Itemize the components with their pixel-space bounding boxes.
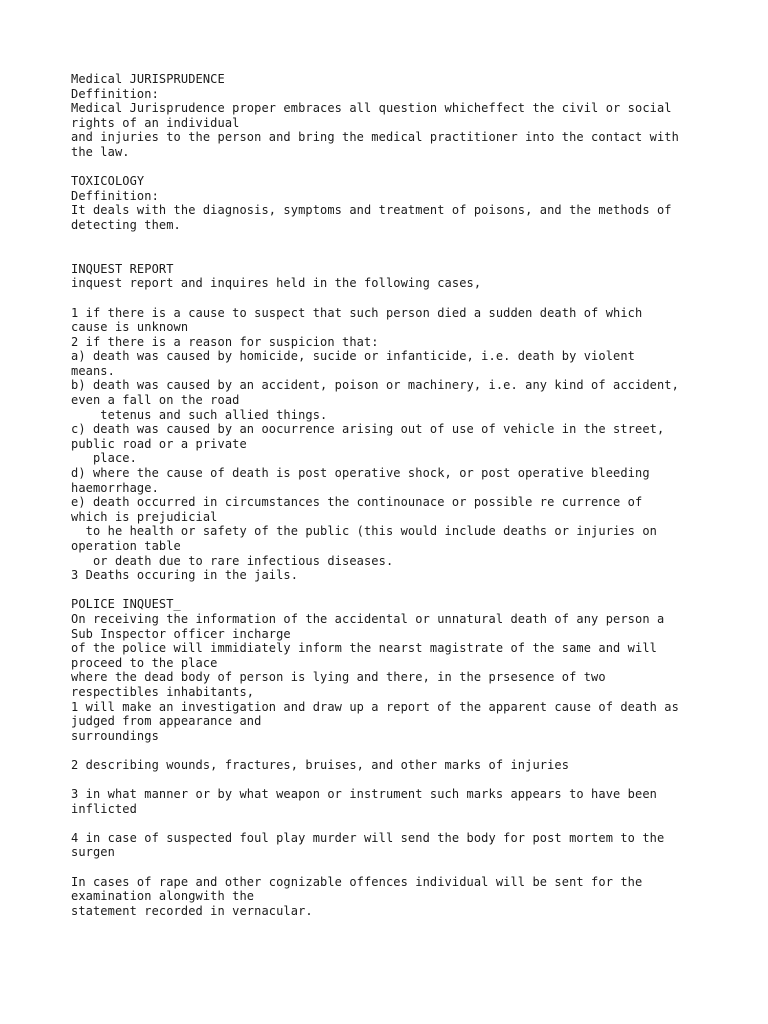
document-text [71, 72, 731, 918]
text-line: detecting them. [71, 217, 181, 232]
text-line: INQUEST REPORT [71, 261, 174, 276]
text-line: surroundings [71, 728, 159, 743]
text-line [71, 743, 731, 758]
text-line: Medical JURISPRUDENCE [71, 72, 225, 86]
text-line: It deals with the diagnosis, symptoms and treatment of poisons, and the methods of [71, 203, 672, 218]
text-line: Deffinition: [71, 86, 159, 101]
text-line: c) death was caused by an oocurrence arising out of use of vehicle in the street, [71, 422, 665, 437]
text-line [71, 160, 731, 175]
text-line [71, 247, 731, 262]
text-line: judged from appearance and [71, 714, 262, 729]
text-line: even a fall on the road [71, 393, 240, 408]
text-line: d) where the cause of death is post operative shock, or post operative bleeding [71, 466, 650, 481]
text-line: 3 Deaths occuring in the jails. [71, 568, 299, 583]
text-line: TOXICOLOGY [71, 174, 145, 189]
text-line: cause is unknown [71, 320, 189, 335]
text-line [71, 773, 731, 788]
text-line: of the police will immidiately inform the nearst magistrate of the same and will [71, 641, 657, 656]
text-line: Medical Jurisprudence proper embraces all question whicheffect the civil or social [71, 101, 672, 116]
text-line: examination alongwith the [71, 889, 255, 904]
text-line: Deffinition: [71, 188, 159, 203]
text-line [71, 583, 731, 598]
text-line: haemorrhage. [71, 480, 159, 495]
text-line: inquest report and inquires held in the following cases, [71, 276, 482, 291]
text-line: to he health or safety of the public (this would include deaths or injuries on [71, 524, 657, 539]
text-line: respectibles inhabitants, [71, 684, 255, 699]
text-line: surgen [71, 845, 115, 860]
text-line: statement recorded in vernacular. [71, 903, 313, 918]
text-line: On receiving the information of the accidental or unnatural death of any person a [71, 611, 665, 626]
text-line [71, 233, 731, 248]
text-line: a) death was caused by homicide, sucide or infanticide, i.e. death by violent [71, 349, 635, 364]
text-line: POLICE INQUEST_ [71, 597, 181, 612]
text-line: rights of an individual [71, 115, 240, 130]
text-line: 3 in what manner or by what weapon or instrument such marks appears to have been [71, 787, 657, 802]
text-line: e) death occurred in circumstances the continounace or possible re currence of [71, 495, 643, 510]
text-line: place. [71, 451, 137, 466]
text-line: public road or a private [71, 436, 247, 451]
text-line: 1 if there is a cause to suspect that such person died a sudden death of which [71, 305, 643, 320]
text-line: proceed to the place [71, 655, 218, 670]
text-line: b) death was caused by an accident, poison or machinery, i.e. any kind of accident, [71, 378, 679, 393]
text-line: 4 in case of suspected foul play murder will send the body for post mortem to the [71, 830, 665, 845]
text-line: or death due to rare infectious diseases. [71, 553, 394, 568]
text-line: tetenus and such allied things. [71, 407, 328, 422]
text-line: inflicted [71, 801, 137, 816]
text-line: In cases of rape and other cognizable offences individual will be sent for the [71, 874, 643, 889]
text-line: 2 if there is a reason for suspicion that: [71, 334, 379, 349]
text-line: 2 describing wounds, fractures, bruises, and other marks of injuries [71, 757, 570, 772]
text-line [71, 291, 731, 306]
text-line: means. [71, 363, 115, 378]
text-line: which is prejudicial [71, 509, 218, 524]
text-line: operation table [71, 539, 181, 553]
text-line: and injuries to the person and bring the medical practitioner into the contact with [71, 130, 679, 145]
text-line [71, 860, 731, 875]
text-line [71, 816, 731, 831]
text-line: the law. [71, 144, 130, 159]
text-line: where the dead body of person is lying and there, in the prsesence of two [71, 670, 606, 685]
text-line: 1 will make an investigation and draw up a report of the apparent cause of death as [71, 699, 679, 714]
text-line: Sub Inspector officer incharge [71, 626, 291, 641]
